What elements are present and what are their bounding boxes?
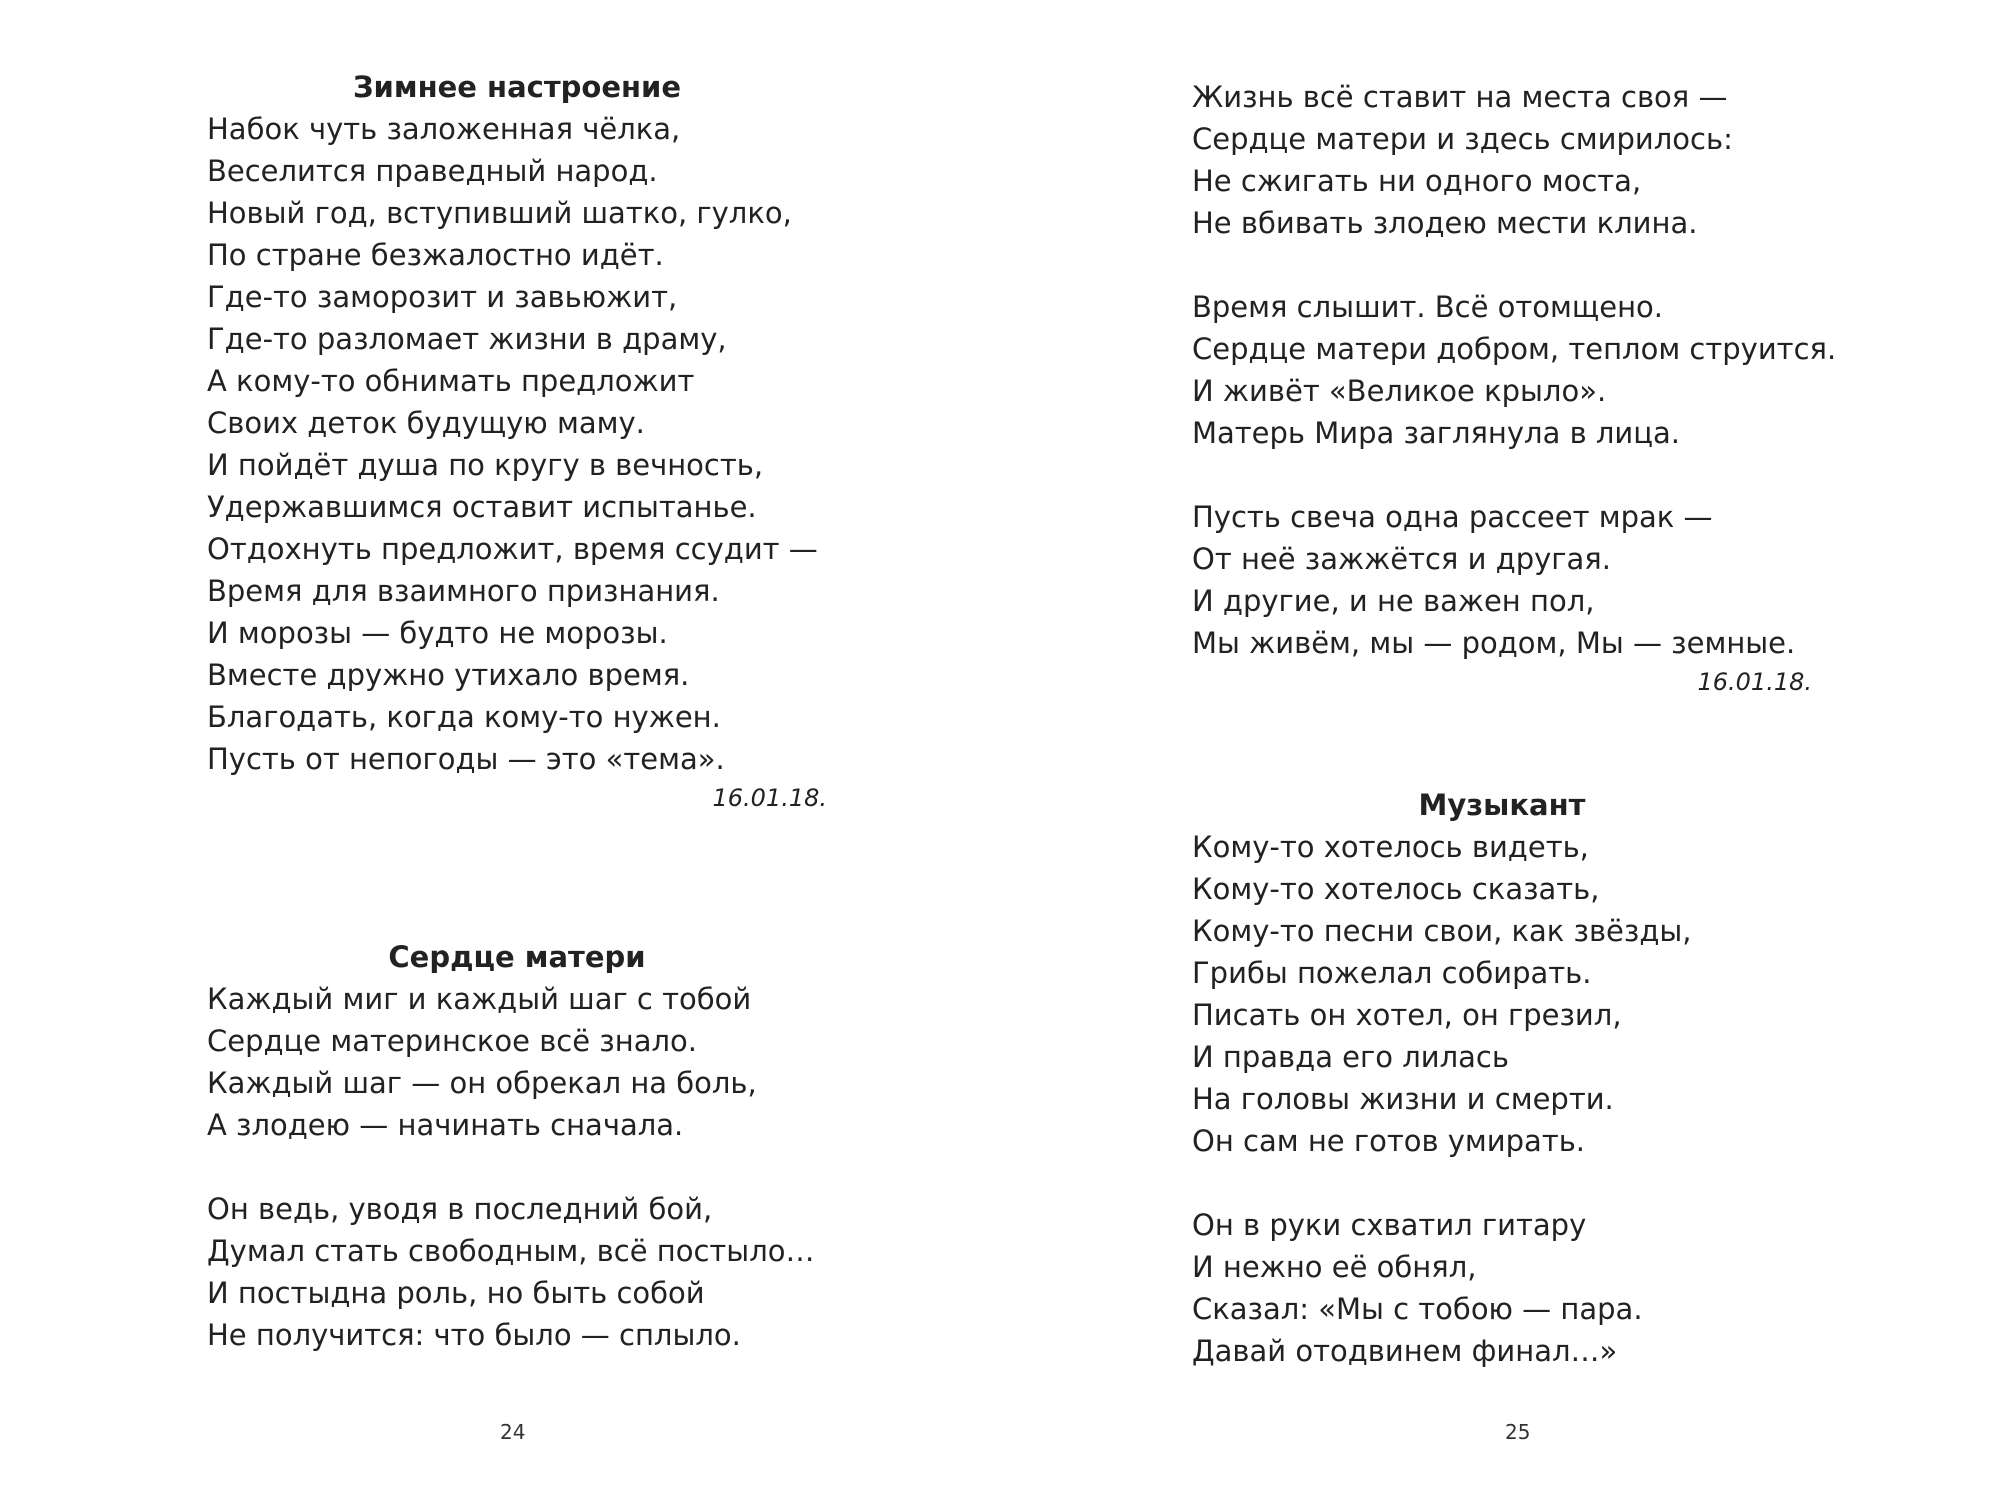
poem-line: Отдохнуть предложит, время ссудит — bbox=[207, 532, 818, 566]
poem-line: Не вбивать злодею мести клина. bbox=[1192, 206, 1698, 240]
poem-line: Писать он хотел, он грезил, bbox=[1192, 998, 1622, 1032]
poem-line: Сердце матери и здесь смирилось: bbox=[1192, 122, 1733, 156]
poem-line: Сердце материнское всё знало. bbox=[207, 1024, 697, 1058]
poem-line: Он в руки схватил гитару bbox=[1192, 1208, 1587, 1242]
poem-line: Время слышит. Всё отомщено. bbox=[1192, 290, 1664, 324]
poem-line: Вместе дружно утихало время. bbox=[207, 658, 690, 692]
poem-line: Кому-то хотелось видеть, bbox=[1192, 830, 1589, 864]
poem-line: Каждый миг и каждый шаг с тобой bbox=[207, 982, 752, 1016]
poem-line: Где-то разломает жизни в драму, bbox=[207, 322, 727, 356]
poem-line: Мы живём, мы — родом, Мы — земные. bbox=[1192, 626, 1796, 660]
poem-title-winter-mood: Зимнее настроение bbox=[352, 70, 682, 104]
poem-line: Он сам не готов умирать. bbox=[1192, 1124, 1586, 1158]
poem-line: Набок чуть заложенная чёлка, bbox=[207, 112, 681, 146]
poem-line: Грибы пожелал собирать. bbox=[1192, 956, 1592, 990]
stanza-break bbox=[1192, 244, 1812, 286]
poem-line: И постыдна роль, но быть собой bbox=[207, 1276, 705, 1310]
poem-line: Сердце матери добром, теплом струится. bbox=[1192, 332, 1837, 366]
poem-line: И нежно её обнял, bbox=[1192, 1250, 1477, 1284]
poem-line: Веселится праведный народ. bbox=[207, 154, 658, 188]
poem-line: Время для взаимного признания. bbox=[207, 574, 720, 608]
poem-line: Жизнь всё ставит на места своя — bbox=[1192, 80, 1728, 114]
poem-line: Каждый шаг — он обрекал на боль, bbox=[207, 1066, 757, 1100]
spacer bbox=[207, 816, 827, 936]
right-page bbox=[1000, 0, 2000, 1490]
poem-line: Удержавшимся оставит испытанье. bbox=[207, 490, 757, 524]
poem-line: Пусть от непогоды — это «тема». bbox=[207, 742, 725, 776]
poem-line: На головы жизни и смерти. bbox=[1192, 1082, 1614, 1116]
poem-line: Сказал: «Мы с тобою — пара. bbox=[1192, 1292, 1643, 1326]
poem-line: Кому-то хотелось сказать, bbox=[1192, 872, 1600, 906]
poem-line: Он ведь, уводя в последний бой, bbox=[207, 1192, 713, 1226]
page-number: 25 bbox=[1505, 1420, 1531, 1444]
poem-line: По стране безжалостно идёт. bbox=[207, 238, 664, 272]
stanza-break bbox=[1192, 1162, 1812, 1204]
right-page-text bbox=[1192, 76, 1837, 1372]
poem-date: 16.01.18. bbox=[712, 784, 827, 812]
poem-line: Матерь Мира заглянула в лица. bbox=[1192, 416, 1680, 450]
page-number: 24 bbox=[500, 1420, 526, 1444]
poem-line: И морозы — будто не морозы. bbox=[207, 616, 668, 650]
poem-title-musician: Музыкант bbox=[1418, 788, 1586, 822]
poem-line: И пойдёт душа по кругу в вечность, bbox=[207, 448, 764, 482]
poem-line: Думал стать свободным, всё постыло… bbox=[207, 1234, 815, 1268]
poem-line: Где-то заморозит и завьюжит, bbox=[207, 280, 678, 314]
poem-line: Благодать, когда кому-то нужен. bbox=[207, 700, 721, 734]
poem-line: И другие, и не важен пол, bbox=[1192, 584, 1595, 618]
poem-date: 16.01.18. bbox=[1697, 668, 1812, 696]
poem-line: А злодею — начинать сначала. bbox=[207, 1108, 684, 1142]
spacer bbox=[1192, 700, 1812, 784]
poem-line: Новый год, вступивший шатко, гулко, bbox=[207, 196, 792, 230]
poem-line: Своих деток будущую маму. bbox=[207, 406, 645, 440]
poem-line: Не сжигать ни одного моста, bbox=[1192, 164, 1642, 198]
stanza-break bbox=[1192, 454, 1812, 496]
poem-line: Кому-то песни свои, как звёзды, bbox=[1192, 914, 1692, 948]
poem-line: От неё зажжётся и другая. bbox=[1192, 542, 1611, 576]
poem-line: И живёт «Великое крыло». bbox=[1192, 374, 1607, 408]
stanza-break bbox=[207, 1146, 827, 1188]
left-page-text bbox=[207, 66, 827, 1356]
poem-line: А кому-то обнимать предложит bbox=[207, 364, 695, 398]
poem-line: И правда его лилась bbox=[1192, 1040, 1509, 1074]
poem-line: Давай отодвинем финал…» bbox=[1192, 1334, 1618, 1368]
poem-line: Пусть свеча одна рассеет мрак — bbox=[1192, 500, 1713, 534]
poem-line: Не получится: что было — сплыло. bbox=[207, 1318, 741, 1352]
poem-title-mothers-heart: Сердце матери bbox=[388, 940, 646, 974]
